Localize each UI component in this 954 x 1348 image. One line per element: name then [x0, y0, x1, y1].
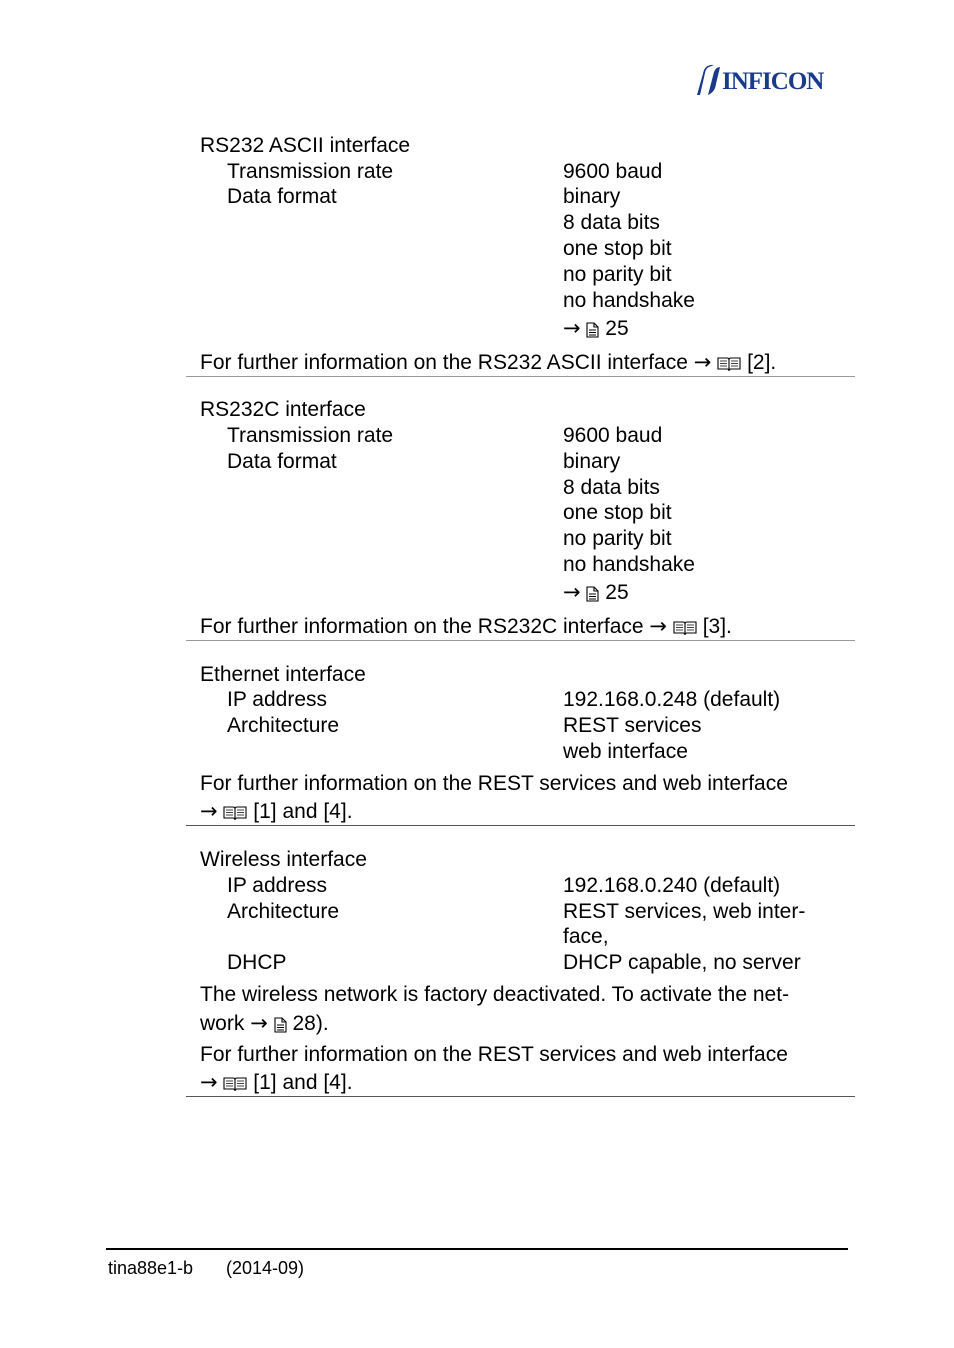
row-label: Transmission rate — [227, 160, 394, 183]
row-label: DHCP — [227, 951, 287, 974]
further-info-note-ref — [200, 1069, 353, 1096]
row-value: no parity bit — [563, 527, 672, 550]
arrow-icon: → — [200, 1070, 218, 1094]
section-title-wireless: Wireless interface — [200, 848, 367, 871]
book-icon — [673, 619, 697, 636]
footer-date: (2014-09) — [226, 1258, 305, 1278]
row-value: 9600 baud — [563, 160, 663, 183]
section-title-rs232c: RS232C interface — [200, 398, 366, 421]
row-label: Transmission rate — [227, 424, 394, 447]
row-value: binary — [563, 450, 621, 473]
further-info-note — [200, 349, 776, 376]
further-info-note: For further information on the REST services and web interface — [200, 772, 788, 795]
arrow-icon: → — [693, 350, 712, 374]
deactivated-note: The wireless network is factory deactivated. To activate the net- — [200, 983, 790, 1006]
row-label: IP address — [227, 688, 328, 711]
row-value: one stop bit — [563, 501, 672, 524]
inficon-logo-text: INFICON — [722, 68, 824, 95]
inficon-logo-mark — [694, 62, 846, 96]
page-number: 25 — [605, 317, 629, 340]
row-value: web interface — [563, 740, 688, 763]
row-value: 192.168.0.248 (default) — [563, 688, 781, 711]
note-text: For further information on the RS232 ASCII interface — [200, 351, 688, 374]
row-value: one stop bit — [563, 237, 672, 260]
row-value: 9600 baud — [563, 424, 663, 447]
row-value: no handshake — [563, 553, 695, 576]
row-value: face, — [563, 925, 609, 948]
reference-number: [3]. — [702, 615, 732, 638]
page-number: 28). — [292, 1012, 329, 1035]
inficon-logo — [694, 62, 846, 96]
arrow-icon: → — [649, 614, 668, 638]
book-icon — [223, 804, 247, 821]
page-number: 25 — [605, 581, 629, 604]
arrow-icon: → — [200, 799, 218, 823]
section-divider — [186, 1096, 855, 1097]
arrow-icon: → — [563, 580, 581, 604]
row-label: Architecture — [227, 900, 340, 923]
section-title-ethernet: Ethernet interface — [200, 663, 366, 686]
footer-rule — [106, 1248, 848, 1250]
further-info-note: For further information on the REST services and web interface — [200, 1043, 788, 1066]
reference-number: [1] and [4]. — [253, 800, 353, 823]
note-text: work — [200, 1012, 245, 1035]
footer-doc-id: tina88e1-b — [108, 1258, 194, 1278]
row-label: Architecture — [227, 714, 340, 737]
page-icon — [586, 322, 599, 338]
row-value: 8 data bits — [563, 211, 660, 234]
section-divider — [186, 376, 855, 377]
further-info-note-ref — [200, 798, 353, 825]
reference-number: [1] and [4]. — [253, 1071, 353, 1094]
page-icon — [274, 1017, 287, 1033]
row-value: 192.168.0.240 (default) — [563, 874, 781, 897]
section-title-rs232-ascii: RS232 ASCII interface — [200, 134, 411, 157]
row-label: IP address — [227, 874, 328, 897]
row-value: DHCP capable, no server — [563, 951, 801, 974]
page-icon — [586, 586, 599, 602]
row-label: Data format — [227, 185, 337, 208]
row-value: binary — [563, 185, 621, 208]
row-value: no handshake — [563, 289, 695, 312]
section-divider — [186, 640, 855, 641]
page-reference — [563, 579, 629, 606]
row-value: 8 data bits — [563, 476, 660, 499]
section-divider — [186, 825, 855, 826]
row-value: no parity bit — [563, 263, 672, 286]
book-icon — [717, 355, 741, 372]
arrow-icon: → — [563, 316, 581, 340]
row-label: Data format — [227, 450, 337, 473]
further-info-note — [200, 613, 732, 640]
row-value: REST services, web inter- — [563, 900, 806, 923]
arrow-icon: → — [250, 1011, 268, 1035]
note-text: For further information on the RS232C interface — [200, 615, 644, 638]
reference-number: [2]. — [747, 351, 777, 374]
deactivated-note-ref — [200, 1010, 329, 1037]
page-reference — [563, 315, 629, 342]
row-value: REST services — [563, 714, 702, 737]
book-icon — [223, 1075, 247, 1092]
